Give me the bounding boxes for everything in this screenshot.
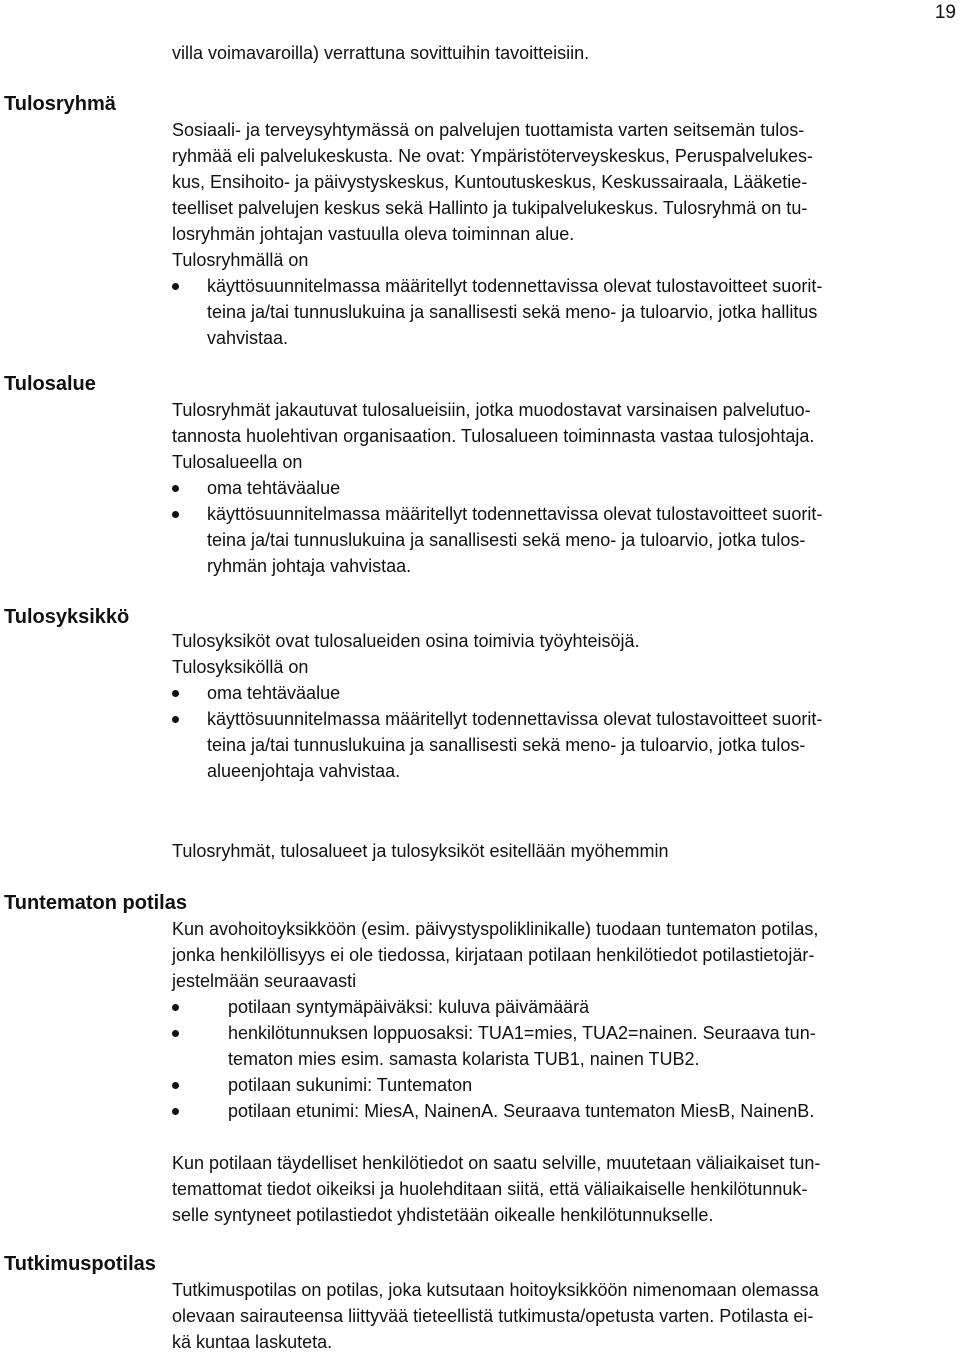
text-line: ryhmää eli palvelukeskusta. Ne ovat: Ympäristöterveyskeskus, Peruspalvelukes- <box>172 146 813 166</box>
bullet-item: käyttösuunnitelmassa määritellyt todennettavissa olevat tulostavoitteet suorit- <box>172 501 952 527</box>
bullet-continuation: teina ja/tai tunnuslukuina ja sanallisesti sekä meno- ja tuloarvio, jotka tulos- <box>207 530 806 550</box>
bullet-item: henkilötunnuksen loppuosaksi: TUA1=mies, TUA2=nainen. Seuraava tun- <box>172 1020 952 1046</box>
bullet-continuation: alueenjohtaja vahvistaa. <box>207 761 401 781</box>
text-line: olevaan sairauteensa liittyvää tieteellistä tutkimusta/opetusta varten. Potilasta ei- <box>172 1306 814 1326</box>
text-line: Tutkimuspotilas on potilas, joka kutsutaan hoitoyksikköön nimenomaan olemassa <box>172 1280 819 1300</box>
text-line: Tulosryhmät jakautuvat tulosalueisiin, jotka muodostavat varsinaisen palvelutuo- <box>172 400 811 420</box>
text-line: kä kuntaa laskuteta. <box>172 1332 333 1352</box>
text-line: Kun avohoitoyksikköön (esim. päivystyspoliklinikalle) tuodaan tuntematon potilas, <box>172 919 819 939</box>
bullet-continuation: tematon mies esim. samasta kolarista TUB1, nainen TUB2. <box>228 1049 700 1069</box>
text-line: teelliset palvelujen keskus sekä Hallinto ja tukipalvelukeskus. Tulosryhmä on tu- <box>172 198 808 218</box>
text-line: tannosta huolehtivan organisaation. Tulosalueen toiminnasta vastaa tulosjohtaja. <box>172 426 815 446</box>
text-line: Tulosyksiköt ovat tulosalueiden osina toimivia työyhteisöjä. <box>172 631 640 651</box>
bullet-continuation: ryhmän johtaja vahvistaa. <box>207 556 412 576</box>
bullet-continuation: teina ja/tai tunnuslukuina ja sanallisesti sekä meno- ja tuloarvio, jotka tulos- <box>207 735 806 755</box>
section-label-tuntematon-potilas: Tuntematon potilas <box>4 892 187 914</box>
text-line: kus, Ensihoito- ja päivystyskeskus, Kuntoutuskeskus, Keskussairaala, Lääketie- <box>172 172 808 192</box>
bullet-continuation: vahvistaa. <box>207 328 289 348</box>
intro-paragraph <box>172 40 952 66</box>
tulosryhma-paragraph <box>172 117 952 351</box>
text-line: villa voimavaroilla) verrattuna sovittuihin tavoitteisiin. <box>172 43 590 63</box>
text-line: losryhmän johtajan vastuulla oleva toiminnan alue. <box>172 224 575 244</box>
bullet-item: potilaan etunimi: MiesA, NainenA. Seuraava tuntematon MiesB, NainenB. <box>172 1098 952 1124</box>
tulosyksikko-paragraph <box>172 628 952 784</box>
tulosalue-paragraph <box>172 397 952 579</box>
text-line: Tulosryhmällä on <box>172 250 309 270</box>
bullet-item: oma tehtäväalue <box>172 475 952 501</box>
page-number: 19 <box>934 2 956 23</box>
bullet-continuation: teina ja/tai tunnuslukuina ja sanallisesti sekä meno- ja tuloarvio, jotka hallitus <box>207 302 818 322</box>
tutkimuspotilas-paragraph <box>172 1277 952 1355</box>
section-label-tulosalue: Tulosalue <box>4 373 96 395</box>
section-label-tulosryhma: Tulosryhmä <box>4 93 116 115</box>
section-label-tutkimuspotilas: Tutkimuspotilas <box>4 1253 156 1275</box>
text-line: temattomat tiedot oikeiksi ja huolehditaan siitä, että väliaikaiselle henkilötunnuk- <box>172 1179 808 1199</box>
text-line: jonka henkilöllisyys ei ole tiedossa, kirjataan potilaan henkilötiedot potilastietojär- <box>172 945 815 965</box>
text-line: Tulosalueella on <box>172 452 303 472</box>
tuntematon-followup-paragraph <box>172 1150 952 1228</box>
bullet-item: oma tehtäväalue <box>172 680 952 706</box>
bullet-item: käyttösuunnitelmassa määritellyt todennettavissa olevat tulostavoitteet suorit- <box>172 273 952 299</box>
text-line: Tulosryhmät, tulosalueet ja tulosyksiköt esitellään myöhemmin <box>172 841 669 861</box>
bullet-item: potilaan sukunimi: Tuntematon <box>172 1072 952 1098</box>
section-label-tulosyksikko: Tulosyksikkö <box>4 606 130 628</box>
text-line: jestelmään seuraavasti <box>172 971 357 991</box>
tuntematon-paragraph <box>172 916 952 1124</box>
summary-paragraph <box>172 838 952 864</box>
text-line: selle syntyneet potilastiedot yhdistetään oikealle henkilötunnukselle. <box>172 1205 714 1225</box>
bullet-item: potilaan syntymäpäiväksi: kuluva päivämäärä <box>172 994 952 1020</box>
text-line: Sosiaali- ja terveysyhtymässä on palvelujen tuottamista varten seitsemän tulos- <box>172 120 805 140</box>
text-line: Kun potilaan täydelliset henkilötiedot on saatu selville, muutetaan väliaikaiset tun- <box>172 1153 821 1173</box>
text-line: Tulosyksiköllä on <box>172 657 309 677</box>
bullet-item: käyttösuunnitelmassa määritellyt todennettavissa olevat tulostavoitteet suorit- <box>172 706 952 732</box>
